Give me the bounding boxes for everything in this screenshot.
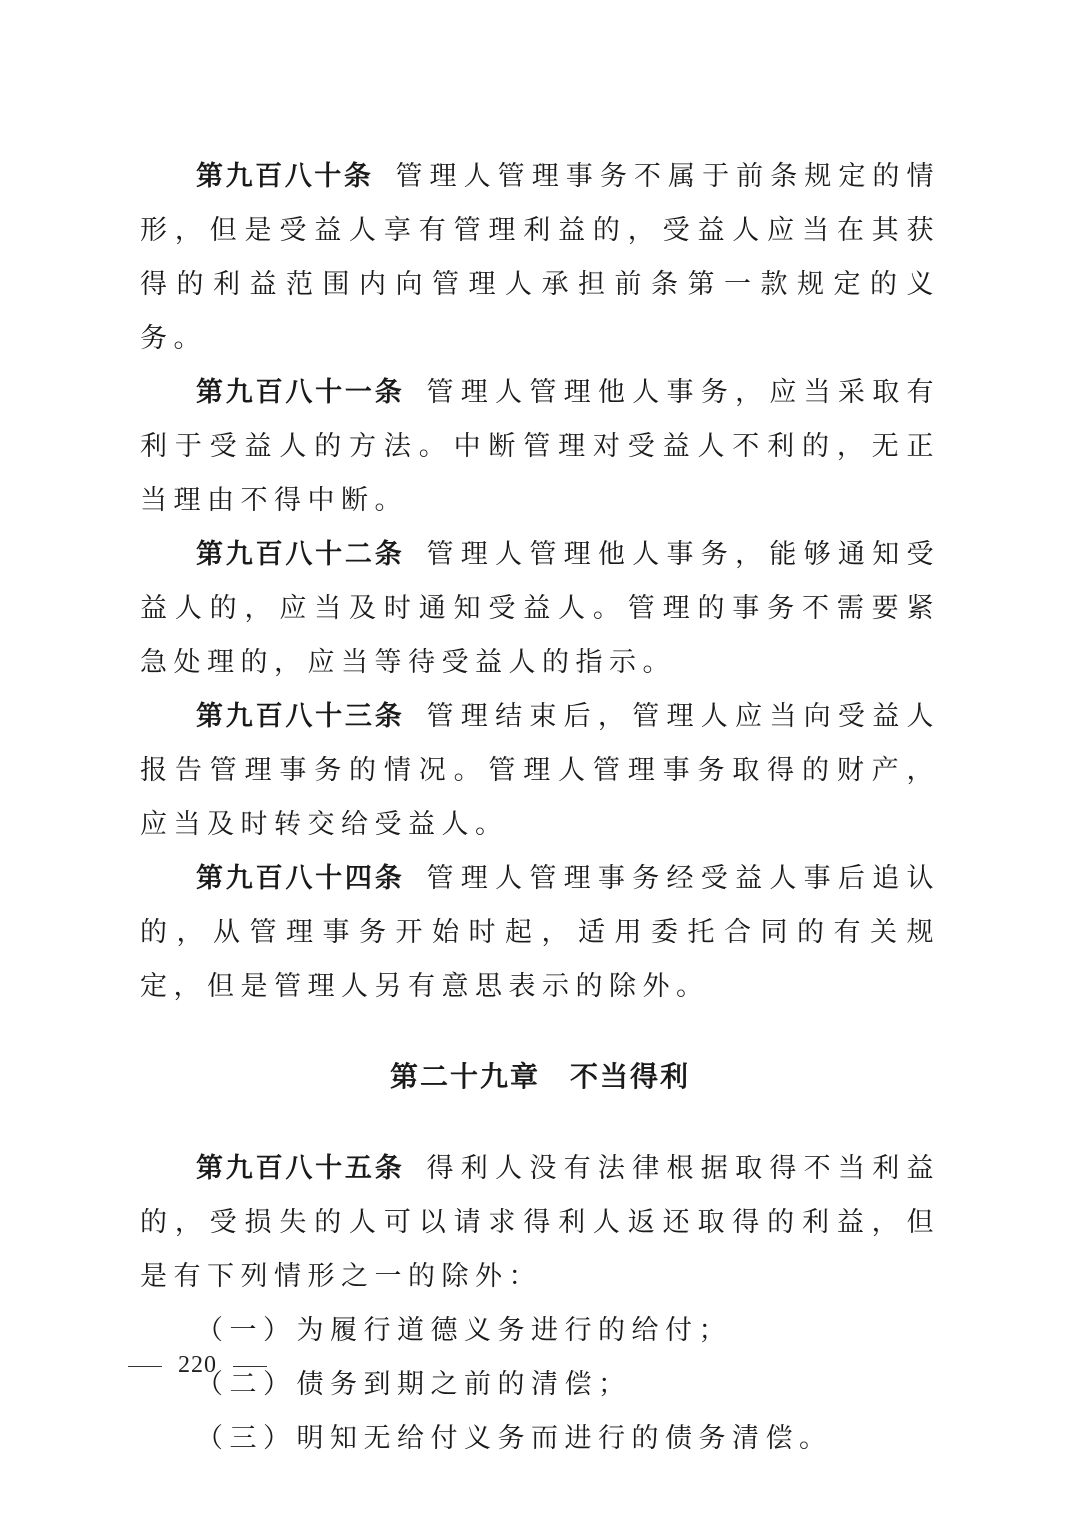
article-985-item-1: （一）为履行道德义务进行的给付； xyxy=(196,1315,732,1346)
article-983 xyxy=(140,690,940,852)
page-number-value: 220 xyxy=(178,1352,217,1378)
article-984 xyxy=(140,852,940,1014)
chapter-number: 第二十九章 xyxy=(389,1060,540,1093)
article-985-item-2: （二）债务到期之前的清偿； xyxy=(196,1369,632,1400)
document-body xyxy=(140,150,940,1466)
article-text: 得利人没有法律根据取得不当利益的，受损失的人可以请求得利人返还取得的利益，但是有下列情形之一的除外： xyxy=(140,1153,940,1292)
article-number: 第九百八十三条 xyxy=(196,701,405,732)
article-985 xyxy=(140,1142,940,1304)
article-text: 管理人管理事务经受益人事后追认的，从管理事务开始时起，适用委托合同的有关规定，但是管理人另有意思表示的除外。 xyxy=(140,863,940,1002)
article-text: 管理人管理事务不属于前条规定的情形，但是受益人享有管理利益的，受益人应当在其获得的利益范围内向管理人承担前条第一款规定的义务。 xyxy=(140,161,941,354)
article-text: 管理人管理他人事务，能够通知受益人的，应当及时通知受益人。管理的事务不需要紧急处理的，应当等待受益人的指示。 xyxy=(140,539,940,678)
page-number xyxy=(128,1352,267,1379)
article-number: 第九百八十一条 xyxy=(196,377,405,408)
chapter-title: 不当得利 xyxy=(570,1060,691,1093)
dash-left xyxy=(128,1366,162,1367)
article-number: 第九百八十四条 xyxy=(196,863,405,894)
chapter-heading xyxy=(140,1050,940,1104)
article-985-item-3: （三）明知无给付义务而进行的债务清偿。 xyxy=(196,1423,833,1454)
article-number: 第九百八十二条 xyxy=(196,539,405,570)
article-text: 管理人管理他人事务，应当采取有利于受益人的方法。中断管理对受益人不利的，无正当理由不得中断。 xyxy=(140,377,940,516)
article-980 xyxy=(140,150,940,366)
article-text: 管理结束后，管理人应当向受益人报告管理事务的情况。管理人管理事务取得的财产，应当及时转交给受益人。 xyxy=(140,701,940,840)
article-number: 第九百八十五条 xyxy=(196,1153,405,1184)
article-981 xyxy=(140,366,940,528)
article-982 xyxy=(140,528,940,690)
dash-right xyxy=(233,1366,267,1367)
article-number: 第九百八十条 xyxy=(196,161,374,192)
